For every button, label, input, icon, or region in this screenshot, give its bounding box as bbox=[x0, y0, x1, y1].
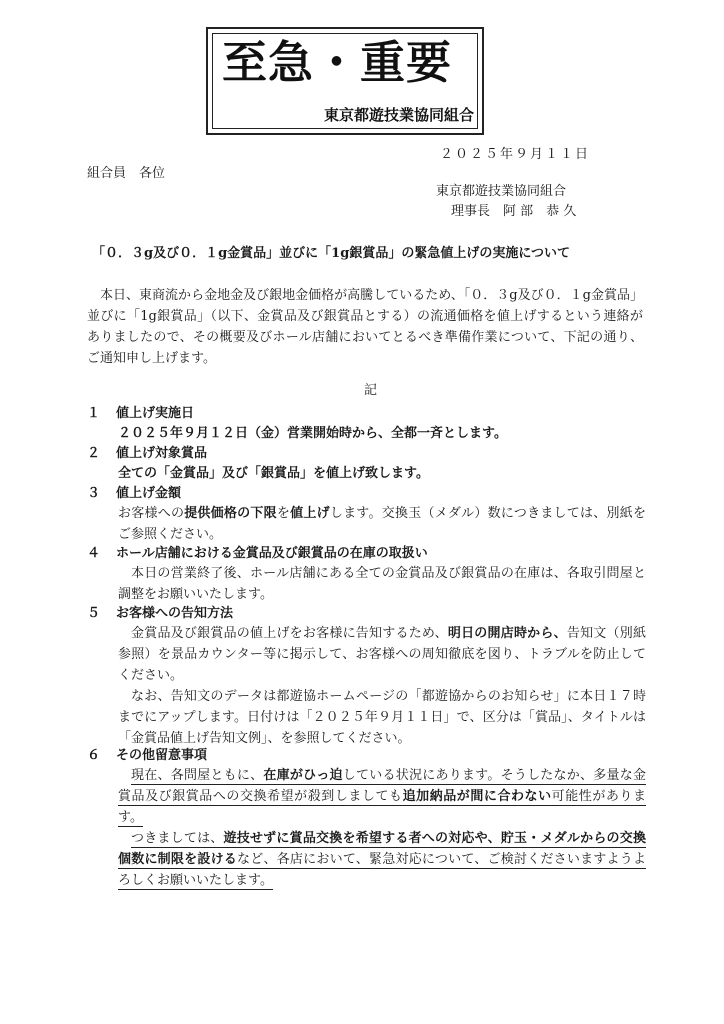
emphasis-text: 明日の開店時から、 bbox=[447, 626, 567, 641]
section-6-paragraph-1 bbox=[118, 765, 646, 828]
section-title: 値上げ対象賞品 bbox=[116, 446, 208, 461]
section-1-body: ２０２５年９月１２日（金）営業開始時から、全都一斉とします。 bbox=[118, 426, 507, 441]
section-3-body bbox=[118, 503, 646, 545]
recipients: 組合員 各位 bbox=[87, 166, 166, 181]
underlined-emphasis: 追加納品が間に合わない bbox=[402, 789, 552, 804]
underlined-emphasis: 在庫がひっ迫 bbox=[263, 768, 343, 783]
section-6-paragraph-2 bbox=[118, 828, 646, 891]
section-number: ４ bbox=[87, 546, 101, 561]
section-title: お客様への告知方法 bbox=[116, 606, 234, 621]
section-title: ホール店舗における金賞品及び銀賞品の在庫の取扱い bbox=[116, 546, 428, 561]
section-4-heading bbox=[87, 545, 428, 563]
sender-chair: 理事長 阿 部 恭 久 bbox=[451, 204, 577, 219]
banner-title: 至急・重要 bbox=[222, 36, 453, 89]
section-5-paragraph-2: なお、告知文のデータは都遊協ホームページの「都遊協からのお知らせ」に本日１７時までにアップします。日付けは「２０２５年９月１１日」で、区分は「賞品」、タイトルは「金賞品値上げ告知文例」、を参照してください。 bbox=[118, 689, 646, 746]
section-1-heading bbox=[87, 405, 194, 423]
section-number: １ bbox=[87, 406, 101, 421]
section-number: ２ bbox=[87, 446, 101, 461]
section-title: 値上げ実施日 bbox=[116, 406, 195, 421]
body-text: します。交換玉（メダル）数につきましては、別紙をご参照ください。 bbox=[118, 506, 646, 542]
emphasis-text: 値上げ bbox=[290, 506, 330, 521]
body-text: 告知文（別紙参照）を景品カウンター等に掲示して、お客様への周知徹底を図り、トラブルを防止してください。 bbox=[118, 626, 646, 683]
section-6-heading bbox=[87, 747, 207, 765]
section-2-body: 全ての「金賞品」及び「銀賞品」を値上げ致します。 bbox=[118, 466, 429, 481]
urgent-banner bbox=[206, 27, 484, 135]
banner-org: 東京都遊技業協同組合 bbox=[323, 106, 474, 124]
body-text: を bbox=[276, 506, 291, 521]
underlined-text: 可能性があります。 bbox=[118, 789, 646, 825]
section-title: その他留意事項 bbox=[116, 748, 208, 763]
underlined-text: つきましては、 bbox=[131, 831, 224, 846]
underlined-text: している状況にあります。そうしたなか、多量な金賞品及び銀賞品への交換希望が殺到しましても bbox=[118, 768, 646, 804]
section-number: ６ bbox=[87, 748, 101, 763]
underlined-text: 現在、各問屋ともに、 bbox=[131, 768, 264, 783]
sender-org: 東京都遊技業協同組合 bbox=[436, 184, 567, 199]
section-number: ５ bbox=[87, 606, 101, 621]
emphasis-text: 提供価格の下限 bbox=[184, 506, 277, 521]
subject-line: 「０．３g及び０．１g金賞品」並びに「1g銀賞品」の緊急値上げの実施について bbox=[92, 246, 571, 261]
section-3-heading bbox=[87, 485, 181, 503]
section-title: 値上げ金額 bbox=[116, 486, 182, 501]
ki-marker: 記 bbox=[364, 383, 378, 398]
section-2-heading bbox=[87, 445, 207, 463]
intro-paragraph: 本日、東商流から金地金及び銀地金価格が高騰しているため、「０．３g及び０．１g金賞品」並びに「1g銀賞品」（以下、金賞品及び銀賞品とする）の流通価格を値上げするという連絡がありましたので、その概要及びホール店舗においてとるべき準備作業について、下記の通り、ご通知申し上げます。 bbox=[87, 288, 643, 366]
section-number: ３ bbox=[87, 486, 101, 501]
body-text: 金賞品及び銀賞品の値上げをお客様に告知するため、 bbox=[131, 626, 448, 641]
section-5-paragraph-1 bbox=[118, 623, 646, 686]
body-text: お客様への bbox=[118, 506, 185, 521]
issue-date: ２０２５年９月１１日 bbox=[440, 147, 591, 162]
section-4-body: 本日の営業終了後、ホール店舗にある全ての金賞品及び銀賞品の在庫は、各取引問屋と調整をお願いいたします。 bbox=[118, 566, 646, 602]
section-5-heading bbox=[87, 605, 233, 623]
underlined-emphasis: 遊技せずに賞品交換を希望する者への対応や、貯玉・メダルからの交換個数に制限を設ける bbox=[118, 831, 646, 867]
underlined-text: など、各店において、緊急対応について、ご検討くださいますようよろしくお願いいたします。 bbox=[118, 852, 646, 888]
